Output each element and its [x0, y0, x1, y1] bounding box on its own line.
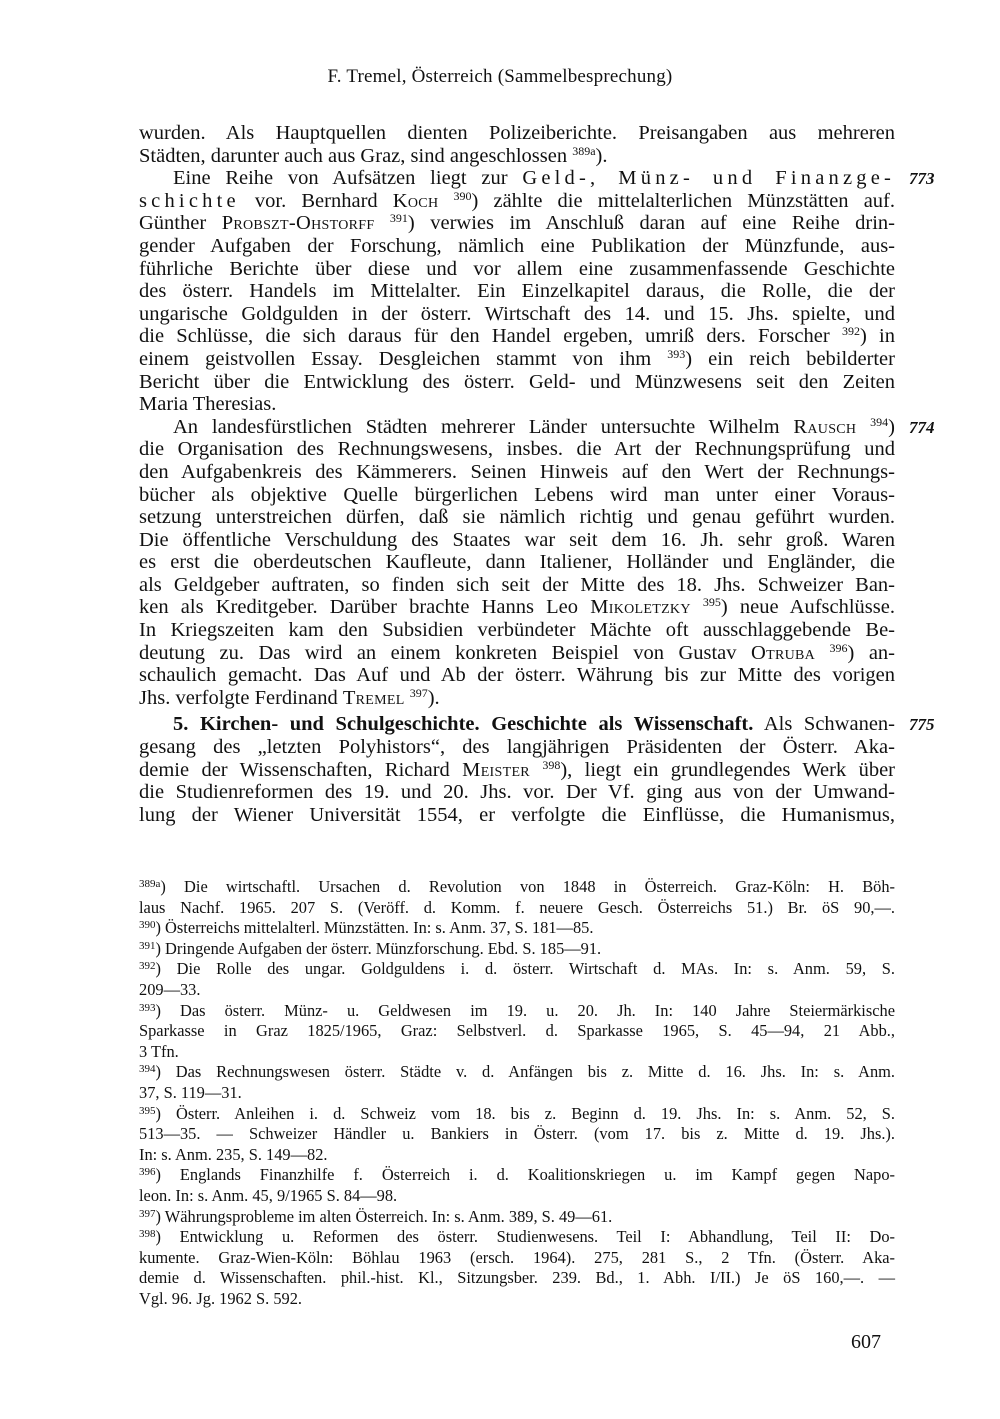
text-line: setzung unterstreichen dürfen, daß sie nämlich richtig und genau geführt wurden. [139, 506, 895, 529]
margin-number-774: 774 [909, 417, 935, 437]
text-line: schichte vor. Bernhard Koch $^{390}$) zählte die mittelalterlichen Münzstätten auf. [139, 188, 895, 212]
footnote-ref: 389a [572, 143, 596, 158]
text-line: Städten, darunter auch aus Graz, sind angeschlossen $^{389a}$). [139, 143, 608, 167]
footnote-ref: 394 [870, 414, 889, 429]
text-line: führliche Berichte über diese und vor allem eine zusammenfassende Geschichte [139, 257, 895, 280]
margin-number-773: 773 [909, 169, 935, 189]
footnote-ref: 398 [542, 757, 561, 772]
footnote-cont: Vgl. 96. Jg. 1962 S. 592. [139, 1288, 303, 1308]
footnote-cont: 3 Tfn. [139, 1041, 179, 1061]
text-line: gesang des „letzten Polyhistors“, des langjährigen Präsidenten der Österr. Aka- [139, 736, 895, 759]
footnote-ref: 390 [453, 188, 472, 203]
footnote-cont: leon. In: s. Anm. 45, 9/1965 S. 84—98. [139, 1185, 398, 1205]
footnote: $^{396}$) Englands Finanzhilfe f. Österreich i. d. Koalitionskriegen u. im Kampf gegen Napo- [139, 1165, 895, 1185]
text-line: die Organisation des Rechnungswesens, insbes. die Art der Rechnungsprüfung und [139, 438, 895, 461]
page-number: 607 [851, 1331, 881, 1353]
footnote-ref: 397 [409, 685, 428, 700]
footnote: $^{398}$) Entwicklung u. Reformen des österr. Studienwesens. Teil I: Abhandlung, Teil II: Do- [139, 1227, 895, 1247]
text-line: Jhs. verfolgte Ferdinand Tremel $^{397}$). [139, 685, 440, 709]
text-line: In Kriegszeiten kam den Subsidien verbündeter Mächte oft ausschlaggebende Be- [139, 619, 895, 642]
footnote-cont: kumente. Graz-Wien-Köln: Böhlau 1963 (ersch. 1964). 275, 281 S., 2 Tfn. (Österr. Aka- [139, 1247, 895, 1267]
footnote: $^{389a}$) Die wirtschaftl. Ursachen d. Revolution von 1848 in Österreich. Graz-Köln: H. Böh- [139, 877, 895, 896]
footnote: $^{391}$) Dringende Aufgaben der österr. Münzforschung. Ebd. S. 185—91. [139, 938, 602, 958]
text-line: es erst die oberdeutschen Kaufleute, dann Italiener, Holländer und Engländer, die [139, 551, 895, 574]
footnote-ref: 392 [841, 324, 860, 339]
footnote: $^{394}$) Das Rechnungswesen österr. Städte v. d. Anfängen bis z. Mitte d. 16. Jhs. In: s. Anm. [139, 1062, 895, 1082]
main-text [139, 122, 935, 826]
text-line: als Geldgeber auftraten, so finden sich seit der Mitte des 18. Jhs. Schweizer Ban- [139, 573, 895, 596]
footnote-cont: 513—35. — Schweizer Händler u. Bankiers in Österr. (vom 17. bis z. Mitte d. 19. Jhs.). [139, 1124, 895, 1144]
text-line: ungarische Goldgulden in der österr. Wirtschaft des 14. und 15. Jhs. spielte, und [139, 302, 895, 325]
text-line: demie der Wissenschaften, Richard Meister $^{398}$), liegt ein grundlegendes Werk über [139, 757, 896, 781]
section-heading-line: 5. Kirchen- und Schulgeschichte. Geschichte als Wissenschaft. Als Schwanen- 775 [173, 713, 935, 736]
text-line: Die öffentliche Verschuldung des Staates war seit dem 16. Jh. sehr groß. Waren [139, 528, 895, 551]
footnote: $^{395}$) Österr. Anleihen i. d. Schweiz vom 18. bis z. Beginn d. 19. Jhs. In: s. Anm. 52, S. [139, 1103, 895, 1123]
footnote-ref: 395 [702, 595, 721, 610]
footnote: $^{397}$) Währungsprobleme im alten Österreich. In: s. Anm. 389, S. 49—61. [139, 1206, 613, 1226]
running-header: F. Tremel, Österreich (Sammelbesprechung) [327, 66, 673, 87]
text-line: Günther Probszt-Ohstorff $^{391}$) verwies im Anschluß daran auf eine Reihe drin- [139, 211, 896, 235]
footnote-ref: 396 [829, 640, 848, 655]
text-line: bücher als objektive Quelle bürgerlichen Lebens wird man unter einer Voraus- [139, 483, 895, 506]
text-line: An landesfürstlichen Städten mehrerer Länder untersuchte Wilhelm Rausch $^{394}$) 774 [173, 414, 935, 438]
text-line: die Studienreformen des 19. und 20. Jhs. vor. Der Vf. ging aus von der Umwand- [139, 781, 895, 804]
text-line: wurden. Als Hauptquellen dienten Polizeiberichte. Preisangaben aus mehreren [139, 122, 895, 144]
footnote: $^{392}$) Die Rolle des ungar. Goldguldens i. d. österr. Wirtschaft d. MAs. In: s. Anm. 59, S. [139, 959, 895, 979]
footnote-cont: 209—33. [139, 979, 201, 999]
footnote-cont: demie d. Wissenschaften. phil.-hist. Kl., Sitzungsber. 239. Bd., 1. Abh. I/II.) Je öS 160,—. — [139, 1268, 895, 1288]
footnote-cont: laus Nachf. 1965. 207 S. (Veröff. d. Komm. f. neuere Gesch. Österreichs 51.) Br. öS 90,—. [139, 897, 895, 917]
text-line: Maria Theresias. [139, 393, 277, 416]
footnote: $^{393}$) Das österr. Münz- u. Geldwesen im 19. u. 20. Jh. In: 140 Jahre Steiermärkische [139, 1000, 895, 1020]
footnote-cont: Sparkasse in Graz 1825/1965, Graz: Selbstverl. d. Sparkasse 1965, S. 45—94, 21 Abb., [139, 1021, 895, 1041]
text-line: den Aufgabenkreis des Kämmerers. Seinen Hinweis auf den Wert der Rechnungs- [139, 460, 895, 483]
footnote-cont: 37, S. 119—31. [139, 1082, 242, 1102]
footnote-ref: 393 [667, 346, 686, 361]
text-line: ken als Kreditgeber. Darüber brachte Hanns Leo Mikoletzky $^{395}$) neue Aufschlüsse. [139, 595, 895, 619]
text-line: einem geistvollen Essay. Desgleichen stammt von ihm $^{393}$) ein reich bebilderter [139, 346, 895, 370]
text-line: deutung zu. Das wird an einem konkreten Beispiel von Gustav Otruba $^{396}$) an- [139, 640, 896, 664]
footnotes [139, 877, 895, 1309]
text-line: Bericht über die Entwicklung des österr. Geld- und Münzwesens seit den Zeiten [139, 370, 895, 393]
margin-number-775: 775 [909, 715, 935, 735]
text-line: die Schlüsse, die sich daraus für den Handel ergeben, umriß ders. Forscher $^{392}$) in [139, 324, 896, 348]
text-line: des österr. Handels im Mittelalter. Ein Einzelkapitel daraus, die Rolle, die der [139, 280, 895, 303]
text-line: Eine Reihe von Aufsätzen liegt zur Geld-, Münz- und Finanzge- 773 [173, 167, 935, 190]
text-line: lung der Wiener Universität 1554, er verfolgte die Einflüsse, die Humanismus, [139, 803, 895, 826]
footnote-cont: In: s. Anm. 235, S. 149—82. [139, 1144, 328, 1164]
section-heading: 5. Kirchen- und Schulgeschichte. Geschichte als Wissenschaft. [173, 713, 754, 736]
footnote-ref: 391 [389, 211, 408, 226]
text-line: gender Aufgaben der Forschung, nämlich eine Publikation der Münzfunde, aus- [139, 234, 895, 257]
footnote: $^{390}$) Österreichs mittelalterl. Münzstätten. In: s. Anm. 37, S. 181—85. [139, 918, 594, 938]
text-line: schaulich gemacht. Das Auf und Ab der österr. Währung bis zur Mitte des vorigen [139, 664, 895, 687]
